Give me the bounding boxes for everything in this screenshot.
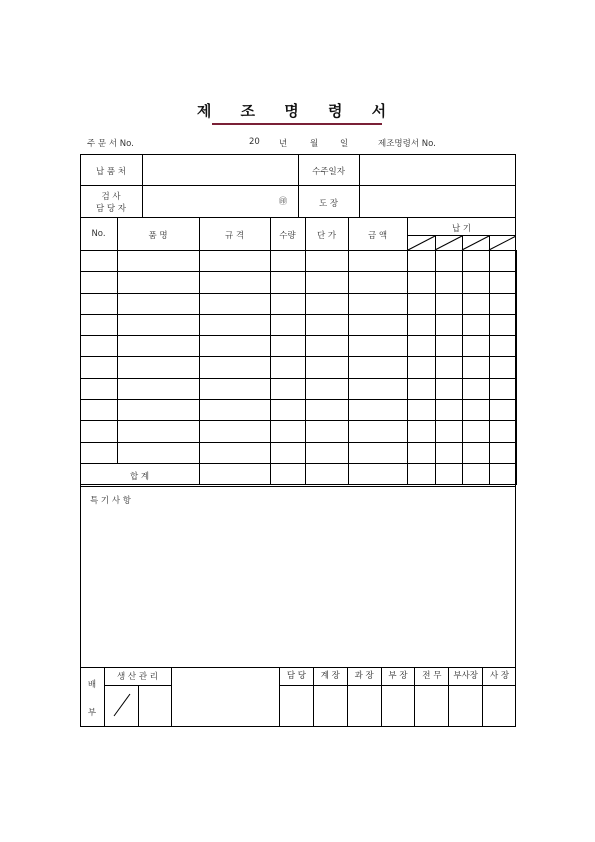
item-cell[interactable] <box>463 251 490 272</box>
approval-box[interactable] <box>482 667 516 727</box>
item-cell[interactable] <box>306 463 349 484</box>
item-cell[interactable] <box>436 400 463 421</box>
item-rows <box>81 251 517 485</box>
document-title: 제 조 명 령 서 <box>196 102 399 120</box>
item-cell[interactable] <box>349 378 408 399</box>
col-header-price: 단 가 <box>316 231 337 241</box>
item-cell[interactable] <box>408 336 436 357</box>
col-header-amount: 금 액 <box>367 231 388 241</box>
item-cell[interactable] <box>118 336 200 357</box>
production-check-mark <box>112 692 132 718</box>
info-right-divider <box>359 154 360 217</box>
approval-title: 사 장 <box>483 667 516 686</box>
item-cell[interactable] <box>118 357 200 378</box>
approval-title: 전 무 <box>415 667 448 686</box>
item-cell[interactable] <box>81 272 118 293</box>
col-header-item: 품 명 <box>148 231 168 241</box>
item-cell[interactable] <box>490 400 517 421</box>
item-cell[interactable] <box>436 442 463 463</box>
item-cell[interactable] <box>463 336 490 357</box>
item-cell[interactable] <box>463 272 490 293</box>
item-cell[interactable] <box>81 378 118 399</box>
item-cell[interactable] <box>271 293 306 314</box>
deadline-slash-4 <box>489 236 516 250</box>
item-cell[interactable] <box>349 293 408 314</box>
item-cell[interactable] <box>463 400 490 421</box>
item-cell[interactable] <box>81 421 118 442</box>
date-year-prefix: 20 <box>249 137 260 147</box>
col-header-spec: 규 격 <box>224 231 245 241</box>
item-cell[interactable] <box>81 400 118 421</box>
col-header-deadline: 납 기 <box>451 224 472 234</box>
item-cell[interactable] <box>306 314 349 335</box>
delivery-place-label: 납 품 처 <box>95 167 127 177</box>
item-cell[interactable] <box>490 251 517 272</box>
order-number-label: 주 문 서 No. <box>87 139 134 149</box>
production-header-line <box>104 685 171 686</box>
item-cell[interactable] <box>349 314 408 335</box>
item-cell[interactable] <box>306 421 349 442</box>
remarks-label: 특 기 사 항 <box>90 496 131 506</box>
item-cell[interactable] <box>463 442 490 463</box>
item-cell[interactable] <box>271 314 306 335</box>
total-label: 합 계 <box>129 472 150 482</box>
item-cell[interactable] <box>349 336 408 357</box>
item-cell[interactable] <box>271 336 306 357</box>
item-row <box>81 251 517 272</box>
item-row <box>81 442 517 463</box>
item-cell[interactable] <box>200 421 271 442</box>
item-cell[interactable] <box>349 421 408 442</box>
item-cell[interactable] <box>436 421 463 442</box>
item-cell[interactable] <box>81 442 118 463</box>
item-cell[interactable] <box>408 463 436 484</box>
item-cell[interactable] <box>306 378 349 399</box>
item-cell[interactable] <box>408 378 436 399</box>
item-cell[interactable] <box>408 400 436 421</box>
item-cell[interactable] <box>490 336 517 357</box>
deadline-slash-3 <box>462 236 489 250</box>
item-cell[interactable] <box>349 272 408 293</box>
item-cell[interactable] <box>436 293 463 314</box>
item-cell[interactable] <box>306 251 349 272</box>
item-cell[interactable] <box>118 272 200 293</box>
approval-title: 부사장 <box>449 667 482 686</box>
item-cell[interactable] <box>349 442 408 463</box>
item-cell[interactable] <box>490 442 517 463</box>
item-cell[interactable] <box>490 421 517 442</box>
item-cell[interactable] <box>81 336 118 357</box>
deadline-slash-1 <box>408 236 435 250</box>
item-cell[interactable] <box>200 293 271 314</box>
item-cell[interactable] <box>200 400 271 421</box>
item-cell[interactable] <box>271 442 306 463</box>
item-cell[interactable] <box>271 272 306 293</box>
item-cell[interactable] <box>81 314 118 335</box>
item-cell[interactable] <box>463 357 490 378</box>
item-cell[interactable] <box>81 293 118 314</box>
item-row <box>81 314 517 335</box>
item-row <box>81 400 517 421</box>
col-header-qty: 수량 <box>279 231 296 241</box>
item-cell[interactable] <box>118 442 200 463</box>
item-cell[interactable] <box>463 421 490 442</box>
item-row <box>81 378 517 399</box>
item-cell[interactable] <box>490 314 517 335</box>
item-row <box>81 336 517 357</box>
item-cell[interactable] <box>463 314 490 335</box>
item-cell[interactable] <box>200 463 271 484</box>
item-cell[interactable] <box>436 272 463 293</box>
inspector-label-top: 검 사 <box>101 192 121 202</box>
remarks-top-line <box>80 486 516 487</box>
item-cell[interactable] <box>200 336 271 357</box>
date-month-unit: 월 <box>310 139 319 149</box>
item-cell[interactable] <box>408 357 436 378</box>
item-cell[interactable] <box>306 442 349 463</box>
distribution-mid-divider <box>138 685 139 727</box>
factory-label: 도 장 <box>318 199 339 209</box>
item-cell[interactable] <box>463 463 490 484</box>
item-cell[interactable] <box>436 336 463 357</box>
item-cell[interactable] <box>81 357 118 378</box>
approval-box[interactable] <box>448 667 482 727</box>
item-cell[interactable] <box>349 357 408 378</box>
item-cell[interactable] <box>306 400 349 421</box>
title-underline <box>212 123 382 125</box>
item-cell[interactable] <box>490 463 517 484</box>
item-cell[interactable] <box>200 314 271 335</box>
seal-mark: ㊞ <box>278 197 288 207</box>
approval-title: 계 장 <box>314 667 347 686</box>
item-cell[interactable] <box>463 293 490 314</box>
approval-box[interactable] <box>347 667 381 727</box>
approval-box[interactable] <box>313 667 347 727</box>
item-cell[interactable] <box>408 272 436 293</box>
item-row <box>81 293 517 314</box>
item-cell[interactable] <box>436 463 463 484</box>
item-cell[interactable] <box>118 421 200 442</box>
item-cell[interactable] <box>118 251 200 272</box>
distribution-right-divider <box>171 667 172 727</box>
item-cell[interactable] <box>490 378 517 399</box>
item-cell[interactable] <box>118 314 200 335</box>
inspector-label-bottom: 담 당 자 <box>95 204 127 214</box>
distribution-label-bottom: 부 <box>87 708 97 718</box>
item-cell[interactable] <box>271 378 306 399</box>
item-cell[interactable] <box>349 463 408 484</box>
approval-box[interactable] <box>381 667 415 727</box>
item-cell[interactable] <box>271 251 306 272</box>
item-cell[interactable] <box>436 314 463 335</box>
approval-box[interactable] <box>279 667 313 727</box>
deadline-diagonals <box>407 235 516 251</box>
item-cell[interactable] <box>463 378 490 399</box>
item-cell[interactable] <box>200 251 271 272</box>
item-cell[interactable] <box>408 314 436 335</box>
item-cell[interactable] <box>349 251 408 272</box>
mfg-order-number-label: 제조명령서 No. <box>378 139 436 149</box>
item-cell[interactable] <box>490 272 517 293</box>
item-cell[interactable] <box>271 421 306 442</box>
item-cell[interactable] <box>118 293 200 314</box>
item-row <box>81 421 517 442</box>
item-cell[interactable] <box>200 272 271 293</box>
item-cell[interactable] <box>490 357 517 378</box>
item-cell[interactable] <box>200 442 271 463</box>
item-cell[interactable] <box>436 357 463 378</box>
item-cell[interactable] <box>408 442 436 463</box>
approval-boxes <box>279 667 516 727</box>
item-cell[interactable] <box>118 400 200 421</box>
approval-title: 과 장 <box>348 667 381 686</box>
item-cell[interactable] <box>271 357 306 378</box>
item-cell[interactable] <box>271 400 306 421</box>
item-cell[interactable] <box>408 421 436 442</box>
info-label-divider <box>142 154 143 217</box>
production-mgmt-label: 생 산 관 리 <box>117 672 158 682</box>
item-cell[interactable] <box>408 293 436 314</box>
date-year-unit: 년 <box>279 139 288 149</box>
item-cell[interactable] <box>349 400 408 421</box>
item-row <box>81 357 517 378</box>
info-bottom-divider <box>80 217 516 218</box>
item-cell[interactable] <box>436 378 463 399</box>
col-header-no: No. <box>91 229 106 239</box>
item-cell[interactable] <box>118 378 200 399</box>
order-date-label: 수주일자 <box>312 167 345 177</box>
item-row <box>81 272 517 293</box>
item-cell[interactable] <box>306 293 349 314</box>
item-cell[interactable] <box>408 251 436 272</box>
item-table <box>80 250 517 485</box>
item-cell[interactable] <box>81 251 118 272</box>
item-cell[interactable] <box>200 357 271 378</box>
item-cell[interactable] <box>436 251 463 272</box>
item-cell[interactable] <box>306 272 349 293</box>
item-cell[interactable] <box>490 293 517 314</box>
approval-title: 담 당 <box>280 667 313 686</box>
approval-title: 부 장 <box>382 667 415 686</box>
approval-box[interactable] <box>414 667 448 727</box>
item-cell[interactable] <box>306 336 349 357</box>
item-cell[interactable] <box>306 357 349 378</box>
distribution-label-top: 배 <box>87 680 97 690</box>
date-day-unit: 일 <box>340 139 349 149</box>
deadline-slash-2 <box>435 236 462 250</box>
item-cell[interactable] <box>200 378 271 399</box>
item-cell[interactable] <box>271 463 306 484</box>
